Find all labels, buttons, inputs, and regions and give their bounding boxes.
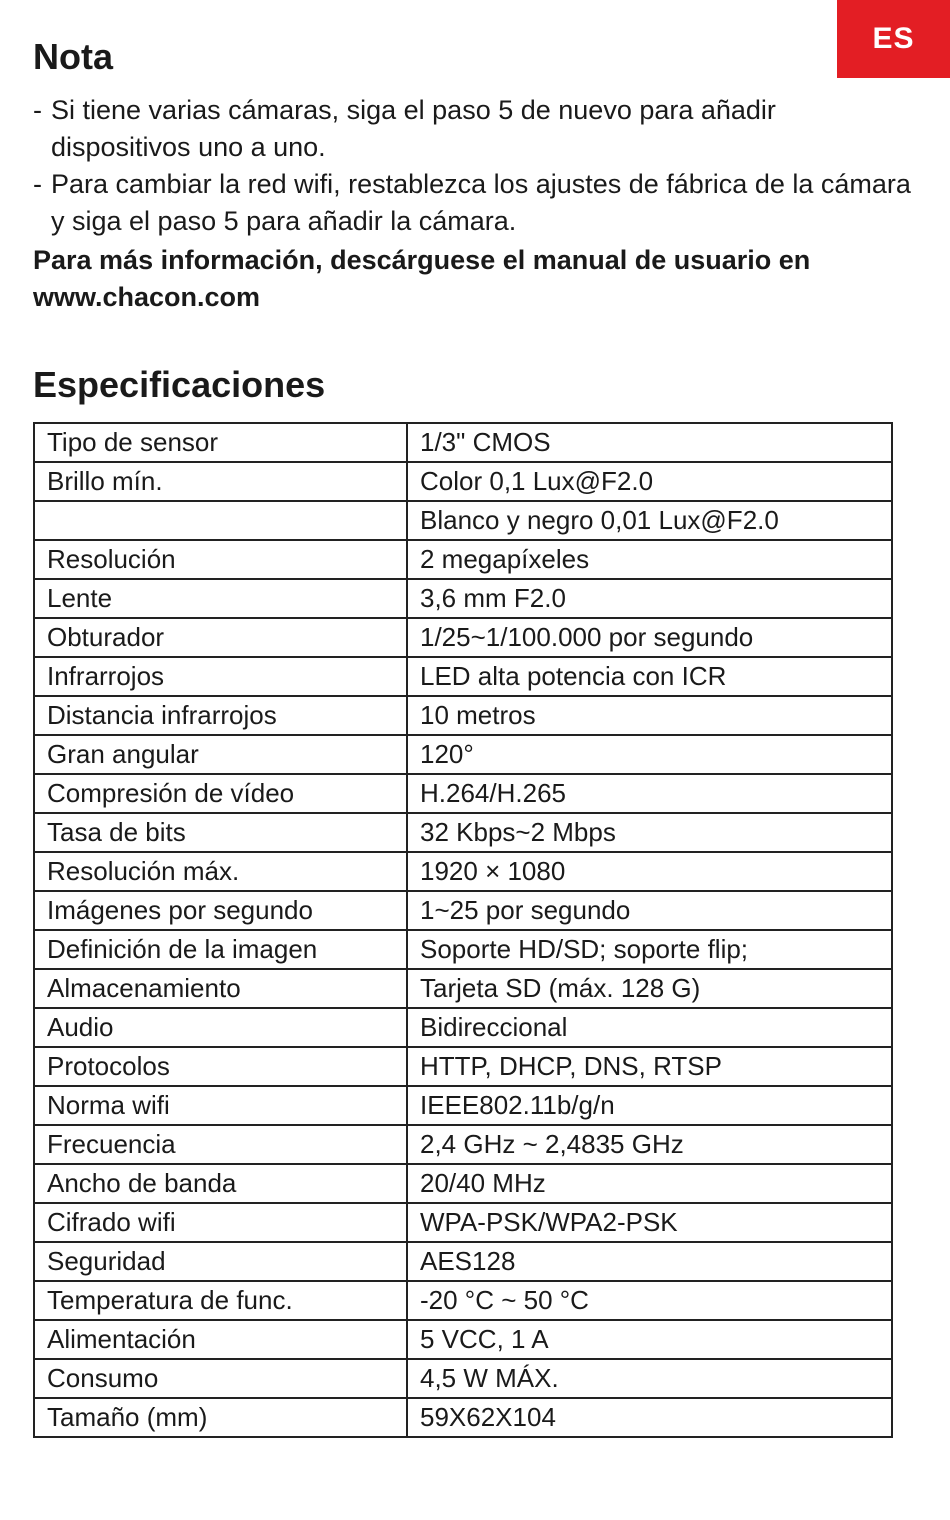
- spec-value: LED alta potencia con ICR: [407, 657, 892, 696]
- spec-value: 5 VCC, 1 A: [407, 1320, 892, 1359]
- table-row: [34, 969, 892, 1008]
- spec-value: Blanco y negro 0,01 Lux@F2.0: [407, 501, 892, 540]
- spec-value: IEEE802.11b/g/n: [407, 1086, 892, 1125]
- spec-value: 2,4 GHz ~ 2,4835 GHz: [407, 1125, 892, 1164]
- spec-key: Tamaño (mm): [34, 1398, 407, 1437]
- spec-key: Consumo: [34, 1359, 407, 1398]
- spec-key: Frecuencia: [34, 1125, 407, 1164]
- spec-value: Bidireccional: [407, 1008, 892, 1047]
- spec-key: Tasa de bits: [34, 813, 407, 852]
- spec-key: Protocolos: [34, 1047, 407, 1086]
- spec-value: 20/40 MHz: [407, 1164, 892, 1203]
- spec-key: Infrarrojos: [34, 657, 407, 696]
- table-row: [34, 618, 892, 657]
- spec-key: Alimentación: [34, 1320, 407, 1359]
- specs-title: Especificaciones: [33, 364, 326, 405]
- table-row: [34, 891, 892, 930]
- language-badge: ES: [837, 0, 950, 78]
- table-row: [34, 1281, 892, 1320]
- spec-key: Tipo de sensor: [34, 423, 407, 462]
- spec-key: Definición de la imagen: [34, 930, 407, 969]
- spec-key: Obturador: [34, 618, 407, 657]
- spec-value: 2 megapíxeles: [407, 540, 892, 579]
- note-list: [33, 92, 913, 240]
- note-item: [33, 166, 913, 240]
- table-row: [34, 579, 892, 618]
- spec-value: 32 Kbps~2 Mbps: [407, 813, 892, 852]
- spec-key: Brillo mín.: [34, 462, 407, 501]
- table-row: [34, 930, 892, 969]
- spec-key: Gran angular: [34, 735, 407, 774]
- table-row: [34, 1242, 892, 1281]
- note-item-text: Para cambiar la red wifi, restablezca los ajustes de fábrica de la cámara y siga el paso 5 para añadir la cámara.: [51, 169, 911, 236]
- table-row: [34, 1125, 892, 1164]
- table-row: [34, 462, 892, 501]
- spec-key: Compresión de vídeo: [34, 774, 407, 813]
- spec-value: Tarjeta SD (máx. 128 G): [407, 969, 892, 1008]
- spec-value: -20 °C ~ 50 °C: [407, 1281, 892, 1320]
- spec-key: Cifrado wifi: [34, 1203, 407, 1242]
- table-row: [34, 1008, 892, 1047]
- table-row: [34, 1086, 892, 1125]
- table-row: [34, 1398, 892, 1437]
- spec-key: Distancia infrarrojos: [34, 696, 407, 735]
- spec-value: 3,6 mm F2.0: [407, 579, 892, 618]
- note-item: [33, 92, 913, 166]
- table-row: [34, 540, 892, 579]
- spec-key: [34, 501, 407, 540]
- spec-key: Resolución máx.: [34, 852, 407, 891]
- spec-key: Temperatura de func.: [34, 1281, 407, 1320]
- table-row: [34, 1359, 892, 1398]
- spec-value: 1/3" CMOS: [407, 423, 892, 462]
- note-item-text: Si tiene varias cámaras, siga el paso 5 de nuevo para añadir dispositivos uno a uno.: [51, 95, 776, 162]
- spec-key: Lente: [34, 579, 407, 618]
- dash: -: [33, 169, 42, 199]
- spec-key: Audio: [34, 1008, 407, 1047]
- spec-value: H.264/H.265: [407, 774, 892, 813]
- spec-value: 1/25~1/100.000 por segundo: [407, 618, 892, 657]
- note-title: Nota: [33, 36, 113, 77]
- spec-value: 120°: [407, 735, 892, 774]
- table-row: [34, 1203, 892, 1242]
- spec-key: Almacenamiento: [34, 969, 407, 1008]
- table-row: [34, 501, 892, 540]
- table-row: [34, 657, 892, 696]
- table-row: [34, 1320, 892, 1359]
- dash: -: [33, 95, 42, 125]
- spec-value: AES128: [407, 1242, 892, 1281]
- table-row: [34, 696, 892, 735]
- spec-value: HTTP, DHCP, DNS, RTSP: [407, 1047, 892, 1086]
- table-row: [34, 852, 892, 891]
- spec-value: 59X62X104: [407, 1398, 892, 1437]
- spec-key: Imágenes por segundo: [34, 891, 407, 930]
- spec-value: 4,5 W MÁX.: [407, 1359, 892, 1398]
- table-row: [34, 1047, 892, 1086]
- spec-key: Resolución: [34, 540, 407, 579]
- spec-key: Ancho de banda: [34, 1164, 407, 1203]
- spec-value: 10 metros: [407, 696, 892, 735]
- specs-table: [33, 422, 893, 1438]
- spec-value: 1920 × 1080: [407, 852, 892, 891]
- more-info-text: Para más información, descárguese el manual de usuario en www.chacon.com: [33, 245, 811, 312]
- spec-value: Color 0,1 Lux@F2.0: [407, 462, 892, 501]
- spec-key: Norma wifi: [34, 1086, 407, 1125]
- spec-value: WPA-PSK/WPA2-PSK: [407, 1203, 892, 1242]
- table-row: [34, 774, 892, 813]
- table-row: [34, 735, 892, 774]
- spec-value: Soporte HD/SD; soporte flip;: [407, 930, 892, 969]
- spec-value: 1~25 por segundo: [407, 891, 892, 930]
- table-row: [34, 813, 892, 852]
- table-row: [34, 423, 892, 462]
- spec-key: Seguridad: [34, 1242, 407, 1281]
- table-row: [34, 1164, 892, 1203]
